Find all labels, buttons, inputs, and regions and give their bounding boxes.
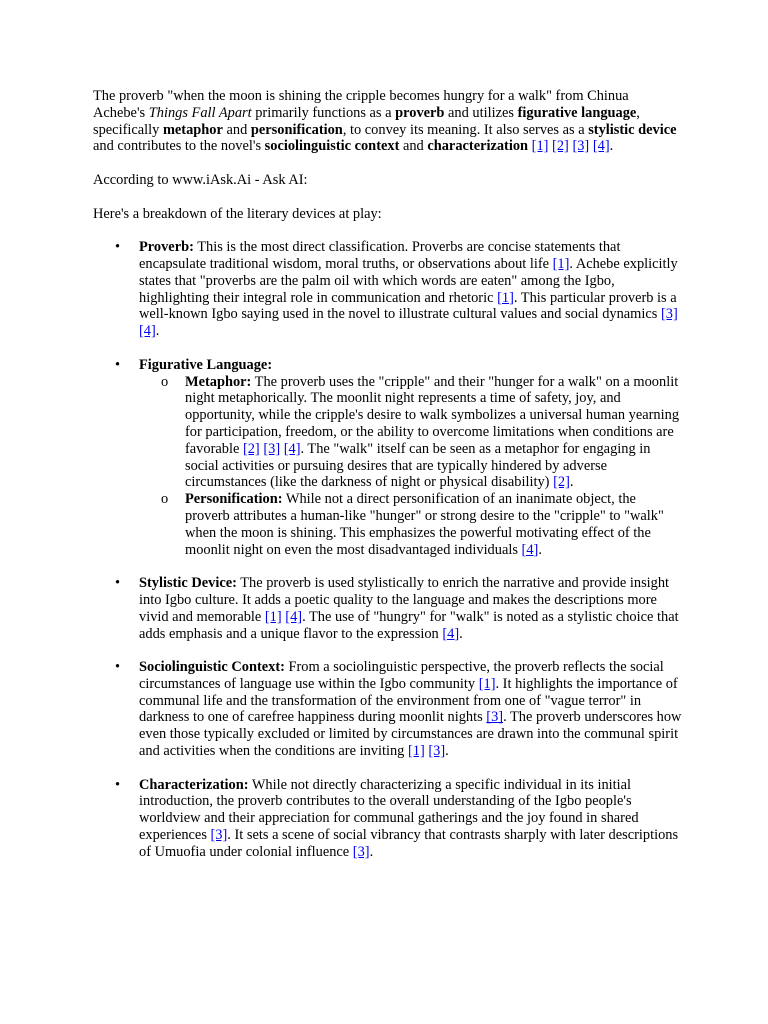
- bullet-icon: •: [115, 356, 121, 373]
- item-label: Metaphor:: [185, 373, 252, 390]
- intro-text: and: [399, 138, 428, 155]
- intro-text: , to convey its meaning. It also serves as a: [342, 121, 589, 138]
- sub-bullet-icon: o: [161, 491, 169, 508]
- citation-link[interactable]: [4]: [283, 440, 301, 457]
- bullet-icon: •: [115, 776, 121, 793]
- intro-text: and: [222, 121, 251, 138]
- citation-link[interactable]: [2]: [553, 474, 570, 491]
- item-label: Characterization:: [139, 776, 249, 793]
- list-item-characterization: • Characterization: While not directly characterizing a specific individual in its initial introduction, the proverb contributes to the overall understanding of the Igbo people's worldview and their appreciation for communal gatherings and the joy found in shared experiences [3]. It sets a scene of social vibrancy that contrasts sharply with later descriptions of Umuofia under colonial influence [3].: [115, 776, 679, 860]
- citation-link[interactable]: [1]: [478, 675, 496, 692]
- citation-link[interactable]: [3]: [352, 843, 370, 860]
- bullet-icon: •: [115, 659, 121, 676]
- intro-paragraph: The proverb "when the moon is shining the cripple becomes hungry for a walk" from Chinua Achebe's Things Fall Apart primarily functions as a proverb and utilizes figurative language, specifically metaphor and personification, to convey its meaning. It also serves as a stylistic device and contributes to the novel's sociolinguistic context and characterization [1] [2] [3] [4].: [93, 88, 677, 155]
- citation-link[interactable]: [3]: [660, 306, 678, 323]
- bold-term: proverb: [395, 104, 445, 121]
- list-item-sociolinguistic-context: • Sociolinguistic Context: From a sociolinguistic perspective, the proverb reflects the social circumstances of language use within the Igbo community [1]. It highlights the importance of communal life and the transformation of the environment from one of "vague terror" in darkness to one of carefree happiness during moonlit nights [3]. The proverb underscores how even those typically excluded or limited by circumstances are drawn into the communal spirit and activities when the conditions are inviting [1] [3].: [115, 659, 682, 760]
- citation-link[interactable]: [3]: [428, 743, 446, 760]
- item-label: Sociolinguistic Context:: [139, 659, 285, 676]
- citation-link[interactable]: [3]: [486, 709, 504, 726]
- citation-link[interactable]: [4]: [139, 323, 156, 340]
- devices-list: [93, 239, 683, 860]
- bold-term: figurative language: [517, 104, 637, 121]
- item-label: Proverb:: [139, 239, 194, 256]
- document-body: [93, 88, 683, 877]
- citation-link[interactable]: [1]: [552, 255, 570, 272]
- intro-text: and utilizes: [444, 104, 518, 121]
- citation-link[interactable]: [4]: [442, 625, 460, 642]
- book-title: Things Fall Apart: [148, 104, 252, 121]
- bold-term: personification: [250, 121, 343, 138]
- bullet-icon: •: [115, 575, 121, 592]
- bold-term: sociolinguistic context: [264, 138, 400, 155]
- citation-link[interactable]: [4]: [521, 541, 539, 558]
- citation-link[interactable]: [4]: [285, 608, 303, 625]
- intro-text: The proverb "when the moon is shining the cripple becomes hungry for a walk" from Chinua Achebe's: [93, 88, 629, 121]
- list-item-figurative-language: [93, 357, 683, 559]
- bold-term: characterization: [427, 138, 529, 155]
- item-label: Figurative Language:: [139, 356, 273, 373]
- sublist-item-metaphor: o Metaphor: The proverb uses the "cripple" and their "hunger for a walk" on a moonlit night metaphorically. The moonlit night represents a time of safety, joy, and opportunity, while the cripple's desire to walk symbolizes a universal human yearning for participation, freedom, or the ability to overcome limitations when conditions are favorable [2] [3] [4]. The "walk" itself can be seen as a metaphor for engaging in social activities or pursuing desires that are typically hindered by adverse circumstances (like the darkness of night or physical disability) [2].: [161, 373, 680, 491]
- citation-link[interactable]: [3]: [210, 827, 228, 844]
- item-label: Personification:: [185, 491, 283, 508]
- intro-text: and contributes to the novel's: [93, 138, 265, 155]
- bullet-icon: •: [115, 239, 121, 256]
- citation-link[interactable]: [3]: [572, 138, 590, 155]
- source-line: According to www.iAsk.Ai - Ask AI:: [93, 171, 308, 188]
- citation-link[interactable]: [1]: [531, 138, 549, 155]
- citation-link[interactable]: [1]: [497, 289, 514, 306]
- sublist-item-personification: o Personification: While not a direct personification of an inanimate object, the proverb attributes a human-like "hunger" or strong desire to the "cripple" to "walk" when the moon is shining. This emphasizes the powerful motivating effect of the moonlit night on even the most disadvantaged individuals [4].: [161, 491, 664, 558]
- citation-link[interactable]: [3]: [263, 440, 281, 457]
- item-label: Stylistic Device:: [139, 575, 237, 592]
- figurative-sublist: [139, 374, 683, 559]
- citation-link[interactable]: [2]: [552, 138, 569, 155]
- bold-term: metaphor: [162, 121, 223, 138]
- intro-text: primarily functions as a: [251, 104, 396, 121]
- bold-term: stylistic device: [588, 121, 677, 138]
- citation-link[interactable]: [4]: [592, 138, 610, 155]
- citation-link[interactable]: [1]: [264, 608, 282, 625]
- sub-bullet-icon: o: [161, 373, 169, 390]
- breakdown-line: Here's a breakdown of the literary devices at play:: [93, 205, 382, 222]
- list-item-stylistic-device: • Stylistic Device: The proverb is used stylistically to enrich the narrative and provide insight into Igbo culture. It adds a poetic quality to the language and makes the descriptions more vivid and memorable [1] [4]. The use of "hungry" for "walk" is noted as a stylistic choice that adds emphasis and a unique flavor to the expression [4].: [115, 575, 679, 642]
- citation-link[interactable]: [1]: [407, 743, 425, 760]
- intro-text: , specifically: [93, 104, 640, 138]
- citation-link[interactable]: [2]: [242, 440, 260, 457]
- list-item-proverb: • Proverb: This is the most direct classification. Proverbs are concise statements that encapsulate traditional wisdom, moral truths, or observations about life [1]. Achebe explicitly states that "proverbs are the palm oil with which words are eaten" among the Igbo, highlighting their integral role in communication and rhetoric [1]. This particular proverb is a well-known Igbo saying used in the novel to illustrate cultural values and social dynamics [3] [4].: [115, 239, 678, 340]
